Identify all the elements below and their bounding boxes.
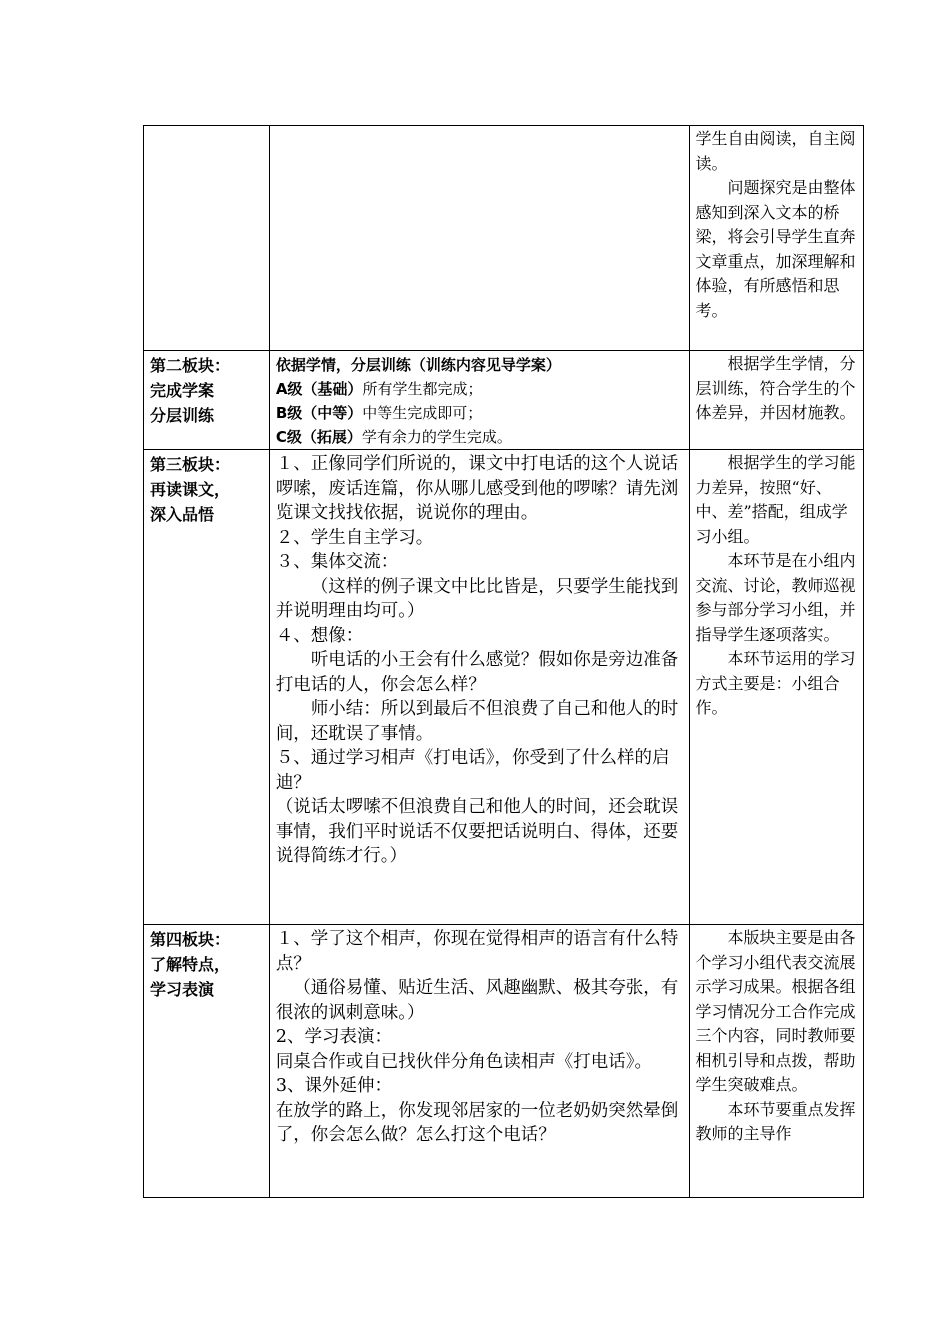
- note-text: 根据学生的学习能力差异，按照“好、中、差”搭配，组成学习小组。: [695, 453, 856, 546]
- level-tag: B级（中等）: [275, 404, 363, 422]
- note-text: 本环节是在小组内交流、讨论，教师巡视参与部分学习小组，并指导学生逐项落实。: [695, 551, 856, 644]
- section-label-cell: [144, 925, 270, 1198]
- content-text: 师小结：所以到最后不但浪费了自己和他人的时间，还耽误了事情。: [275, 699, 679, 744]
- section-label-cell: [144, 450, 270, 925]
- section-label: 第四板块：: [150, 930, 231, 949]
- content-text: ５、通过学习相声《打电话》，你受到了什么样的启迪？: [275, 748, 670, 793]
- level-tag: A级（基础）: [275, 380, 363, 398]
- note-text: 本版块主要是由各个学习小组代表交流展示学习成果。根据各组学习情况分工合作完成三个内容，同时教师要相机引导和点拨，帮助学生突破难点。: [695, 928, 856, 1094]
- content-text: （这样的例子课文中比比皆是，只要学生能找到并说明理由均可。）: [275, 576, 679, 621]
- content-text: 同桌合作或自已找伙伴分角色读相声《打电话》。: [275, 1051, 653, 1072]
- section-label: 完成学案: [150, 381, 215, 400]
- note-text: 问题探究是由整体感知到深入文本的桥梁，将会引导学生直奔文章重点，加深理解和体验，有所感悟和思考。: [695, 178, 856, 320]
- content-cell: [269, 925, 689, 1198]
- note-text: 学生自由阅读，自主阅读。: [695, 129, 856, 173]
- notes-cell: [689, 351, 863, 450]
- level-text: 学有余力的学生完成。: [361, 428, 512, 446]
- note-text: 本环节运用的学习方式主要是：小组合作。: [695, 649, 856, 717]
- section-label: 第二板块：: [150, 356, 231, 375]
- content-cell: [269, 351, 689, 450]
- content-text: 2、学习表演：: [275, 1027, 392, 1047]
- content-text: 3、课外延伸：: [275, 1076, 392, 1096]
- section-label-cell: [144, 351, 270, 450]
- section-label: 再读课文，: [150, 480, 231, 499]
- level-item: [276, 377, 683, 401]
- table-row: [144, 925, 864, 1198]
- level-item: [276, 425, 683, 449]
- content-text: 在放学的路上，你发现邻居家的一位老奶奶突然晕倒了，你会怎么做？怎么打这个电话？: [275, 1100, 679, 1145]
- lesson-plan-table: [143, 125, 864, 1198]
- note-text: 本环节要重点发挥教师的主导作: [695, 1099, 856, 1143]
- content-text: １、学了这个相声，你现在觉得相声的语言有什么特点？: [275, 929, 679, 974]
- table-row: [144, 126, 864, 351]
- content-text: ３、集体交流：: [275, 552, 399, 572]
- content-text: 听电话的小王会有什么感觉？假如你是旁边准备打电话的人，你会怎么样？: [275, 650, 679, 695]
- content-text: ２、学生自主学习。: [275, 527, 434, 548]
- training-title: 依据学情，分层训练（训练内容见导学案）: [275, 356, 561, 374]
- level-text: 中等生完成即可；: [362, 404, 483, 422]
- content-text: （通俗易懂、贴近生活、风趣幽默、极其夸张，有很浓的讽刺意味。）: [275, 978, 679, 1023]
- level-item: [276, 401, 683, 425]
- notes-cell: [689, 126, 863, 351]
- note-text: 根据学生学情，分层训练，符合学生的个体差异，并因材施教。: [695, 354, 856, 422]
- section-label: 第三板块：: [150, 455, 231, 474]
- section-label: 深入品悟: [150, 505, 215, 524]
- section-label: 学习表演: [150, 980, 215, 999]
- content-text: １、正像同学们所说的，课文中打电话的这个人说话啰嗦，废话连篇，你从哪儿感受到他的啰嗦？请先浏览课文找找依据，说说你的理由。: [275, 454, 679, 523]
- content-text: ４、想像：: [275, 625, 364, 646]
- section-label: 分层训练: [150, 406, 215, 425]
- table-row: [144, 351, 864, 450]
- table-row: [144, 450, 864, 925]
- level-tag: C级（拓展）: [275, 428, 362, 446]
- notes-cell: [689, 450, 863, 925]
- content-text: （说话太啰嗦不但浪费自己和他人的时间，还会耽误事情，我们平时说话不仅要把话说明白、得体，还要说得简练才行。）: [275, 797, 679, 866]
- content-cell: [269, 450, 689, 925]
- section-label: 了解特点，: [150, 955, 231, 974]
- notes-cell: [689, 925, 863, 1198]
- content-cell: [269, 126, 689, 351]
- level-text: 所有学生都完成；: [362, 380, 483, 398]
- section-label-cell: [144, 126, 270, 351]
